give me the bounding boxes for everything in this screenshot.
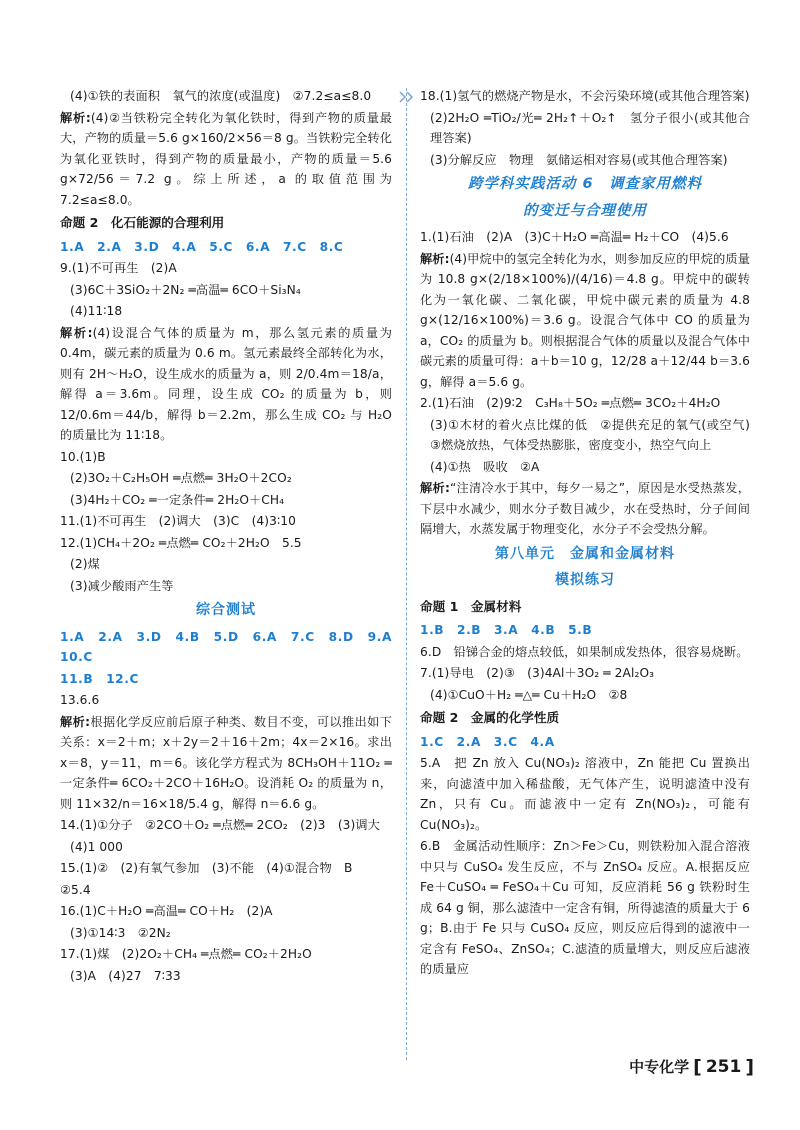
question-answer: 10.(1)B (60, 449, 106, 464)
answer-key-line: 1.A 2.A 3.D 4.A 5.C 6.A 7.C 8.C (60, 239, 344, 254)
bracket-right-icon: ] (745, 1056, 754, 1078)
answer-line: (2)2H₂O ═TiO₂/光═ 2H₂↑＋O₂↑ 氢分子很小(或其他合理答案) (430, 110, 750, 145)
question-answer: 6.D 铅锑合金的熔点较低，如果制成发热体，很容易烧断。 (420, 644, 749, 659)
answer-line: (2)3O₂＋C₂H₅OH ═点燃═ 3H₂O＋2CO₂ (70, 471, 292, 485)
answer-line: (3)分解反应 物理 氨储运相对容易(或其他合理答案) (430, 152, 728, 167)
question-answer: 11.(1)不可再生 (2)调大 (3)C (4)3∶10 (60, 514, 296, 528)
section-title: 第八单元 金属和金属材料 (495, 545, 675, 562)
right-column (420, 86, 763, 981)
answer-key-line: 1.B 2.B 3.A 4.B 5.B (420, 623, 593, 637)
explanation-label: 解析: (60, 714, 91, 729)
question-answer: 13.6.6 (60, 693, 100, 707)
answer-key-line: 11.B 12.C (60, 671, 140, 686)
question-answer: 1.(1)石油 (2)A (3)C＋H₂O ═高温═ H₂＋CO (4)5.6 (420, 230, 729, 244)
answer-line: (3)6C＋3SiO₂＋2N₂ ═高温═ 6CO＋Si₃N₄ (70, 282, 301, 297)
answer-line: (4)①铁的表面积 氧气的浓度(或温度) ②7.2≤a≤8.0 (70, 89, 372, 103)
explanation-label: 解析: (420, 481, 450, 495)
text-paragraph: ②5.4 (60, 882, 91, 897)
answer-key-line: 1.A 2.A 3.D 4.B 5.D 6.A 7.C 8.D 9.A 10.C (60, 629, 405, 664)
explanation-paragraph: 解析:(4)甲烷中的氢完全转化为水，则参加反应的甲烷的质量为 10.8 g×(2/18×100%)/(4/16)＝4.8 g。甲烷中的碳转化为一氧化碳、二氧化碳，甲烷中碳元素的质量为 4.8 g×(12/16×100%)＝3.6 g。设混合气体中 CO 的质量为 a，CO₂ 的质量为 b。则根据混合气体的质量以及混合气体中碳元素的质量可得：a＋b＝10 g，12/28 a＋12/44 b＝3.6 g，解得 a＝5.6 g。 (420, 251, 750, 389)
answer-line: (4)①热 吸收 ②A (430, 459, 540, 474)
answer-line: (2)煤 (70, 557, 100, 571)
explanation-paragraph: 解析:(4)设混合气体的质量为 m，那么氢元素的质量为 0.4m，碳元素的质量为 0.6 m。氢元素最终全部转化为水，则有 2H～H₂O，设生成水的质量为 a，则 2/0.4m＝18/a，解得 a＝3.6m。同理，设生成 CO₂ 的质量为 b，则 12/0.6m＝44/b，解得 b＝2.2m，那么生成 CO₂ 与 H₂O 的质量比为 11∶18。 (60, 325, 392, 442)
answer-line: (3)4H₂＋CO₂ ═一定条件═ 2H₂O＋CH₄ (70, 492, 285, 507)
explanation-label: 解析: (60, 110, 91, 125)
question-answer: 12.(1)CH₄＋2O₂ ═点燃═ CO₂＋2H₂O 5.5 (60, 535, 302, 550)
question-answer: 14.(1)①分子 ②2CO＋O₂ ═点燃═ 2CO₂ (2)3 (3)调大 (60, 818, 380, 832)
question-answer: 7.(1)导电 (2)③ (3)4Al＋3O₂ ═ 2Al₂O₃ (420, 666, 655, 680)
question-answer: 16.(1)C＋H₂O ═高温═ CO＋H₂ (2)A (60, 904, 273, 918)
answer-line: (3)①木材的着火点比煤的低 ②提供充足的氧气(或空气) ③燃烧放热，气体受热膨胀，密度变小，热空气向上 (430, 417, 763, 452)
sub-heading: 命题 1 金属材料 (420, 598, 522, 614)
question-answer: 6.B 金属活动性顺序：Zn＞Fe＞Cu，则铁粉加入混合溶液中只与 CuSO₄ 发生反应，不与 ZnSO₄ 反应。A.根据反应 Fe＋CuSO₄ ═ FeSO₄＋Cu 可知，反应消耗 56 g 铁粉时生成 64 g 铜，那么滤渣中一定含有铜，所得滤渣的质量大于 6 g；B.由于 Fe 只与 CuSO₄ 反应，则反应后得到的滤液中一定含有 FeSO₄、ZnSO₄；C.滤渣的质量增大，则反应后滤液的质量应 (420, 839, 750, 976)
answer-line: (3)①14∶3 ②2N₂ (70, 925, 171, 940)
question-answer: 2.(1)石油 (2)9∶2 C₃H₈＋5O₂ ═点燃═ 3CO₂＋4H₂O (420, 396, 721, 410)
question-answer: 18.(1)氢气的燃烧产物是水，不会污染环境(或其他合理答案) (420, 89, 750, 103)
explanation-paragraph: 解析:(4)②当铁粉完全转化为氧化铁时，得到产物的质量最大，产物的质量＝5.6 g×160/2×56＝8 g。当铁粉完全转化为氧化亚铁时，得到产物的质量最小，产物的质量＝5.6 g×72/56＝7.2 g。综上所述，a 的取值范围为 7.2≤a≤8.0。 (60, 110, 392, 207)
answer-key-line: 1.C 2.A 3.C 4.A (420, 734, 555, 749)
section-title: 跨学科实践活动 6 调查家用燃料 (467, 176, 703, 192)
explanation-paragraph: 解析:“注清冷水于其中，每夕一易之”，原因是水受热蒸发，下层中水减少，则水分子数目减少，水在受热时，分子间间隔增大，水蒸发属于物理变化，水分子不会受热分解。 (420, 481, 750, 536)
section-title: 模拟练习 (555, 572, 615, 588)
bracket-left-icon: [ (693, 1056, 702, 1078)
sub-heading: 命题 2 金属的化学性质 (420, 710, 560, 725)
question-answer: 15.(1)② (2)有氧气参加 (3)不能 (4)①混合物 B (60, 861, 353, 875)
book-title: 中专化学 (629, 1058, 690, 1076)
left-column (60, 86, 405, 987)
page-footer (629, 1057, 754, 1078)
answer-line: (3)减少酸雨产生等 (70, 578, 174, 593)
answer-line: (4)1 000 (70, 839, 123, 854)
explanation-paragraph: 解析:根据化学反应前后原子种类、数目不变，可以推出如下关系：x＝2＋m；x＋2y＝2＋16＋2m；4x＝2×16。求出 x＝8，y＝11，m＝6。该化学方程式为 8CH₃OH＋11O₂ ═一定条件═ 6CO₂＋2CO＋16H₂O。设消耗 O₂ 的质量为 n，则 11×32/n＝16×18/5.4 g，解得 n＝6.6 g。 (60, 714, 392, 811)
explanation-label: 解析: (420, 251, 450, 266)
answer-line: (4)11∶18 (70, 304, 123, 318)
margin-mark-icon (398, 90, 414, 104)
sub-heading: 命题 2 化石能源的合理利用 (60, 215, 225, 230)
question-answer: 5.A 把 Zn 放入 Cu(NO₃)₂ 溶液中，Zn 能把 Cu 置换出来，向滤渣中加入稀盐酸，无气体产生，说明滤渣中没有 Zn，只有 Cu。而滤液中一定有 Zn(NO₃)₂，可能有 Cu(NO₃)₂。 (420, 756, 750, 832)
section-title: 的变迁与合理使用 (523, 202, 647, 219)
question-answer: 17.(1)煤 (2)2O₂＋CH₄ ═点燃═ CO₂＋2H₂O (60, 947, 312, 961)
section-title: 综合测试 (196, 602, 256, 618)
page-number: 251 (705, 1057, 742, 1077)
column-divider (406, 88, 407, 1060)
question-answer: 9.(1)不可再生 (2)A (60, 261, 177, 275)
answer-line: (4)①CuO＋H₂ ═△═ Cu＋H₂O ②8 (430, 687, 628, 702)
explanation-label: 解析: (60, 325, 93, 340)
answer-line: (3)A (4)27 7∶33 (70, 968, 181, 983)
